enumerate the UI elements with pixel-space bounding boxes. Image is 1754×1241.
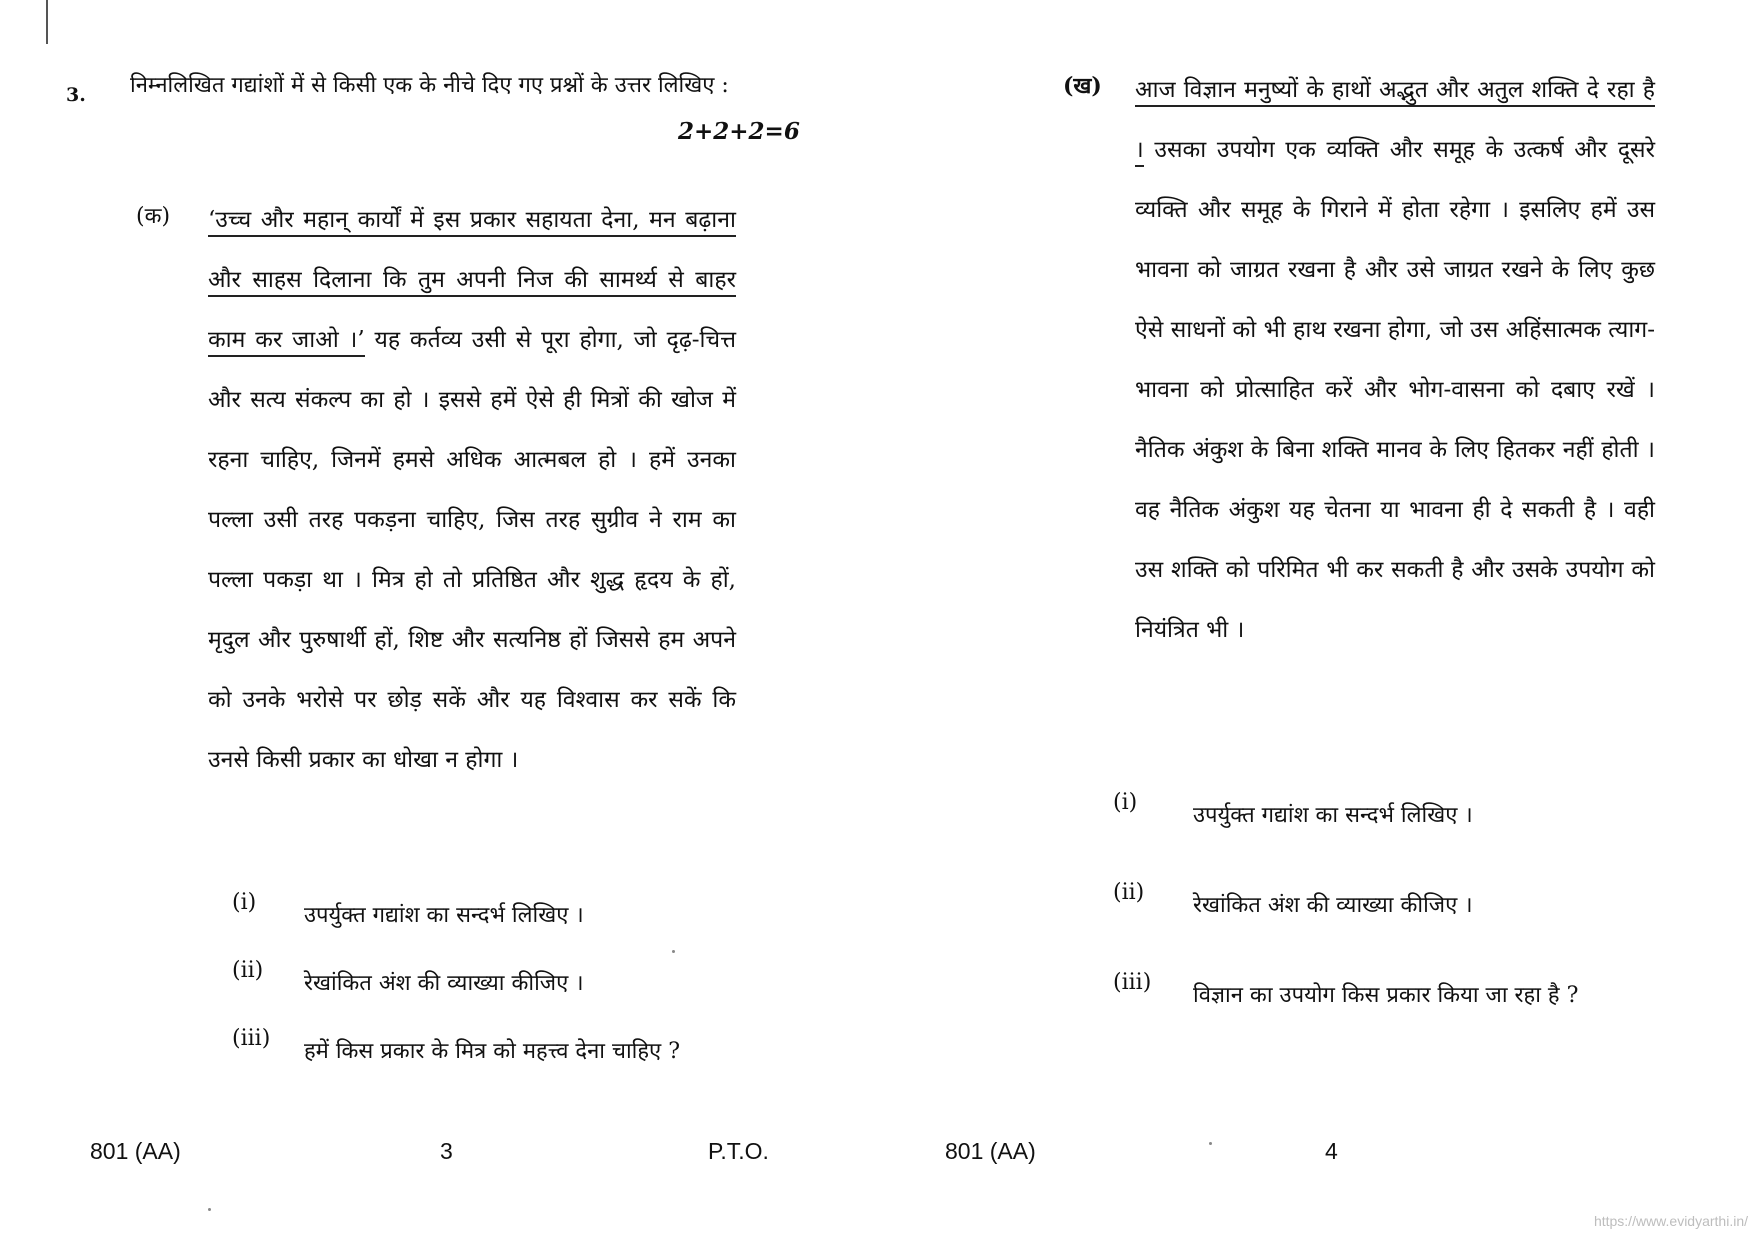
passage-b-label: (ख) bbox=[1063, 73, 1102, 99]
scan-speck bbox=[208, 1208, 211, 1211]
footer-page-number: 4 bbox=[1325, 1138, 1338, 1164]
passage-a-text: यह कर्तव्य उसी से पूरा होगा, जो दृढ़-चित्त और सत्य संकल्प का हो । इससे हमें ऐसे ही मित्रों की खोज में रहना चाहिए, जिनमें हमसे अधिक आत्मबल हो । हमें उनका पल्ला उसी तरह पकड़ना चाहिए, जिस तरह सुग्रीव ने राम का पल्ला पकड़ा था । मित्र हो तो प्रतिष्ठित और शुद्ध हृदय के हों, मृदुल और पुरुषार्थी हों, शिष्ट और सत्यनिष्ठ हों जिससे हम अपने को उनके भरोसे पर छोड़ सकें और यह विश्वास कर सकें कि उनसे किसी प्रकार का धोखा न होगा । bbox=[208, 327, 736, 773]
marks-allocation: 2+2+2=6 bbox=[678, 118, 800, 145]
scan-speck bbox=[672, 950, 675, 953]
right-page bbox=[877, 0, 1754, 1241]
passage-b bbox=[1135, 60, 1655, 660]
passage-a-label: (क) bbox=[136, 204, 171, 229]
footer-paper-code: 801 (AA) bbox=[945, 1138, 1036, 1164]
question-item-text: हमें किस प्रकार के मित्र को महत्त्व देना चाहिए ? bbox=[304, 1039, 681, 1064]
question-item-number: (iii) bbox=[1113, 970, 1152, 995]
footer-pto: P.T.O. bbox=[708, 1138, 769, 1164]
passage-a-questions bbox=[232, 890, 742, 1078]
question-item-number: (i) bbox=[232, 890, 257, 915]
footer-paper-code: 801 (AA) bbox=[90, 1138, 181, 1164]
question-item-text: उपर्युक्त गद्यांश का सन्दर्भ लिखिए । bbox=[1193, 803, 1473, 828]
watermark-url: https://www.evidyarthi.in/ bbox=[1593, 1213, 1748, 1229]
passage-a-underlined: ‘उच्च और महान् कार्यों में इस प्रकार सहायता देना, मन बढ़ाना और साहस दिलाना कि तुम अपनी निज की सामर्थ्य से बाहर काम कर जाओ ।’ bbox=[208, 207, 736, 357]
passage-b-text: उसका उपयोग एक व्यक्ति और समूह के उत्कर्ष और दूसरे व्यक्ति और समूह के गिराने में होता रहेगा । इसलिए हमें उस भावना को जाग्रत रखना है और उसे जाग्रत रखने के लिए कुछ ऐसे साधनों को भी हाथ रखना होगा, जो उस अहिंसात्मक त्याग-भावना को प्रोत्साहित करें और भोग-वासना को दबाए रखें । नैतिक अंकुश के बिना शक्ति मानव के लिए हितकर नहीं होती । वह नैतिक अंकुश यह चेतना या भावना ही दे सकती है । वही उस शक्ति को परिमित भी कर सकती है और उसके उपयोग को नियंत्रित भी । bbox=[1135, 137, 1656, 643]
question-item-text: विज्ञान का उपयोग किस प्रकार किया जा रहा है ? bbox=[1193, 983, 1579, 1008]
question-item bbox=[1113, 880, 1653, 970]
question-item bbox=[232, 1026, 742, 1078]
question-item bbox=[1113, 970, 1653, 1022]
passage-b-underlined: आज विज्ञान मनुष्यों के हाथों अद्भुत और अतुल शक्ति दे रहा है । bbox=[1135, 77, 1655, 167]
margin-mark bbox=[46, 0, 48, 44]
question-item-text: उपर्युक्त गद्यांश का सन्दर्भ लिखिए । bbox=[304, 903, 584, 928]
question-item-number: (iii) bbox=[232, 1026, 271, 1051]
question-number: 3. bbox=[66, 84, 86, 106]
question-item bbox=[1113, 790, 1653, 880]
scan-speck bbox=[1209, 1142, 1212, 1145]
question-item-number: (ii) bbox=[232, 958, 264, 983]
question-item-number: (ii) bbox=[1113, 880, 1145, 905]
question-instructions: निम्नलिखित गद्यांशों में से किसी एक के नीचे दिए गए प्रश्नों के उत्तर लिखिए : bbox=[130, 73, 729, 98]
question-item-number: (i) bbox=[1113, 790, 1138, 815]
passage-a bbox=[208, 190, 736, 790]
passage-b-questions bbox=[1113, 790, 1653, 1022]
question-item bbox=[232, 890, 742, 958]
footer-page-number: 3 bbox=[440, 1138, 453, 1164]
question-item-text: रेखांकित अंश की व्याख्या कीजिए । bbox=[1193, 893, 1473, 918]
question-item-text: रेखांकित अंश की व्याख्या कीजिए । bbox=[304, 971, 584, 996]
question-item bbox=[232, 958, 742, 1026]
